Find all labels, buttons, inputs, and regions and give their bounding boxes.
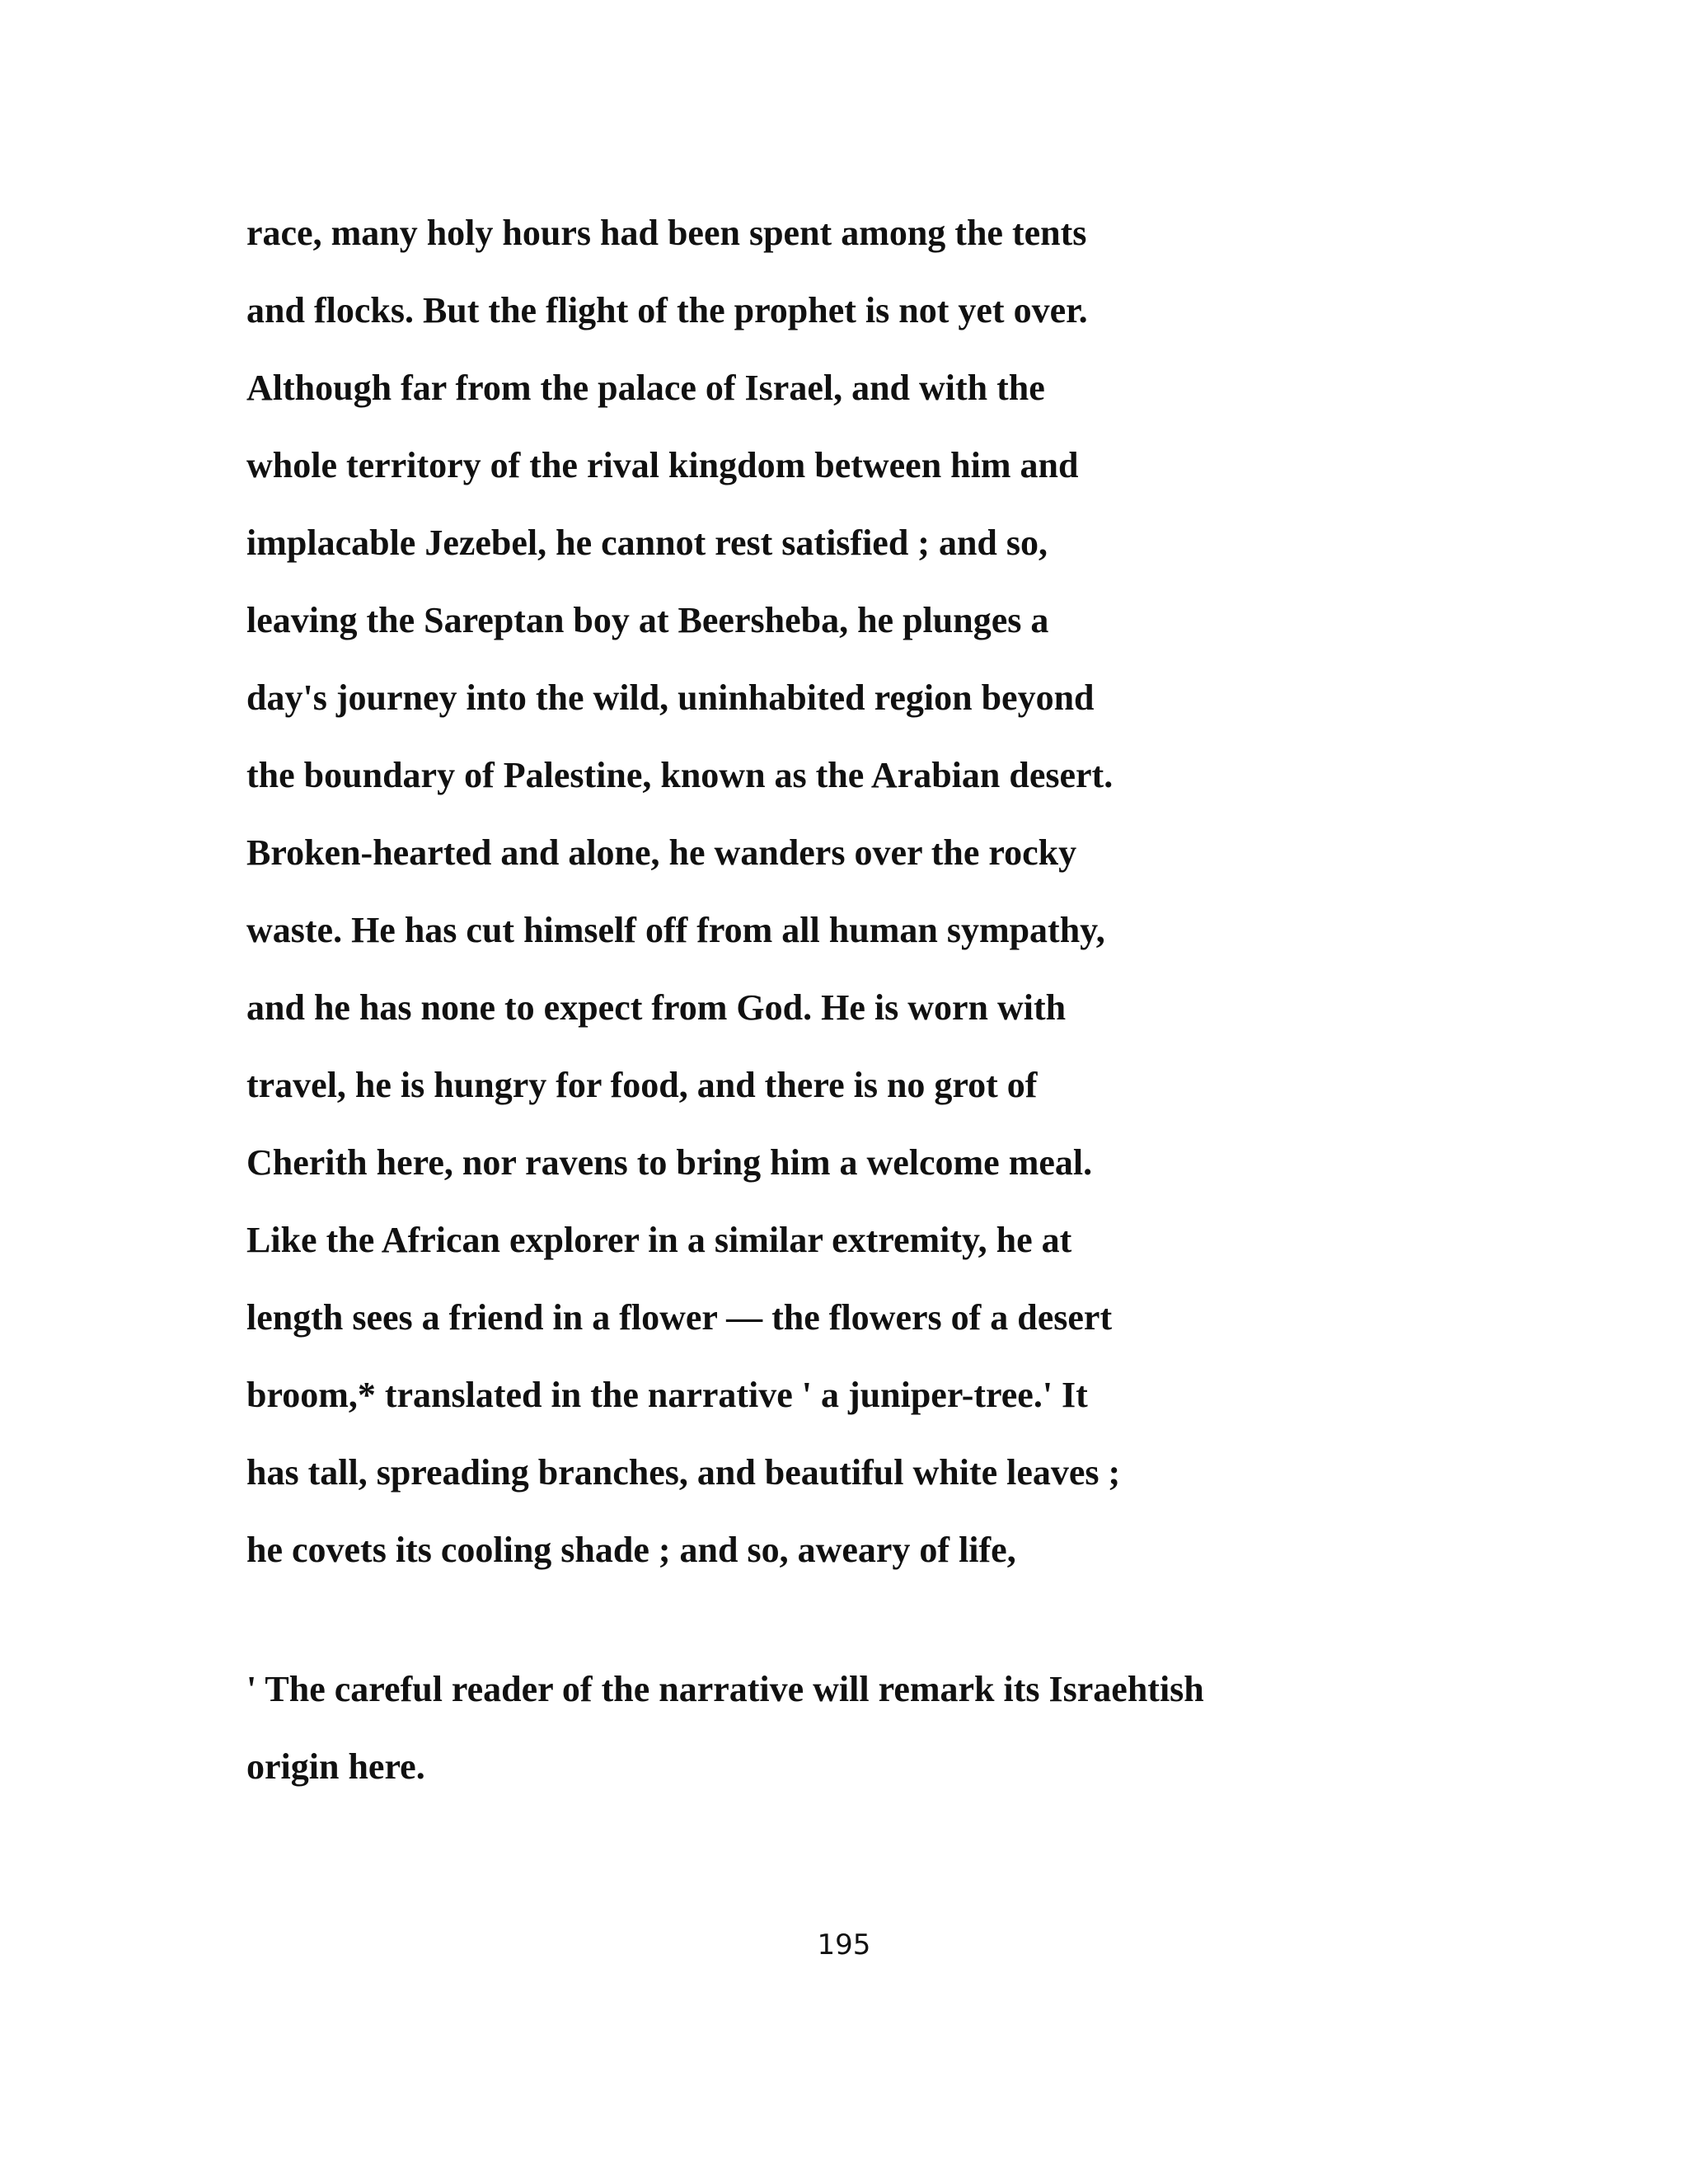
text-line: Broken-hearted and alone, he wanders over the rocky: [246, 832, 1077, 873]
footnote-line: ' The careful reader of the narrative will remark its Israehtish: [246, 1669, 1204, 1709]
text-line: travel, he is hungry for food, and there is no grot of: [246, 1065, 1038, 1105]
footnote: [246, 1651, 1606, 1806]
text-line: waste. He has cut himself off from all human sympathy,: [246, 910, 1105, 950]
text-line: he covets its cooling shade ; and so, aweary of life,: [246, 1530, 1016, 1570]
text-line: Although far from the palace of Israel, and with the: [246, 368, 1045, 408]
text-line: day's journey into the wild, uninhabited region beyond: [246, 677, 1095, 718]
text-line: and he has none to expect from God. He is worn with: [246, 987, 1067, 1028]
page-number: 195: [817, 1929, 871, 1961]
body-text: [246, 194, 1606, 1589]
text-line: whole territory of the rival kingdom between him and: [246, 445, 1079, 485]
text-line: Cherith here, nor ravens to bring him a welcome meal.: [246, 1142, 1093, 1183]
text-line: implacable Jezebel, he cannot rest satisfied ; and so,: [246, 523, 1048, 563]
text-line: broom,* translated in the narrative ' a juniper-tree.' It: [246, 1375, 1088, 1415]
text-line: and flocks. But the flight of the prophet is not yet over.: [246, 290, 1088, 330]
text-line: Like the African explorer in a similar extremity, he at: [246, 1220, 1072, 1260]
text-line: length sees a friend in a flower — the flowers of a desert: [246, 1297, 1113, 1338]
text-line: leaving the Sareptan boy at Beersheba, he plunges a: [246, 600, 1049, 640]
text-line: race, many holy hours had been spent among the tents: [246, 213, 1087, 253]
text-line: has tall, spreading branches, and beautiful white leaves ;: [246, 1452, 1121, 1493]
footnote-line: origin here.: [246, 1746, 425, 1787]
text-line: the boundary of Palestine, known as the Arabian desert.: [246, 755, 1114, 795]
